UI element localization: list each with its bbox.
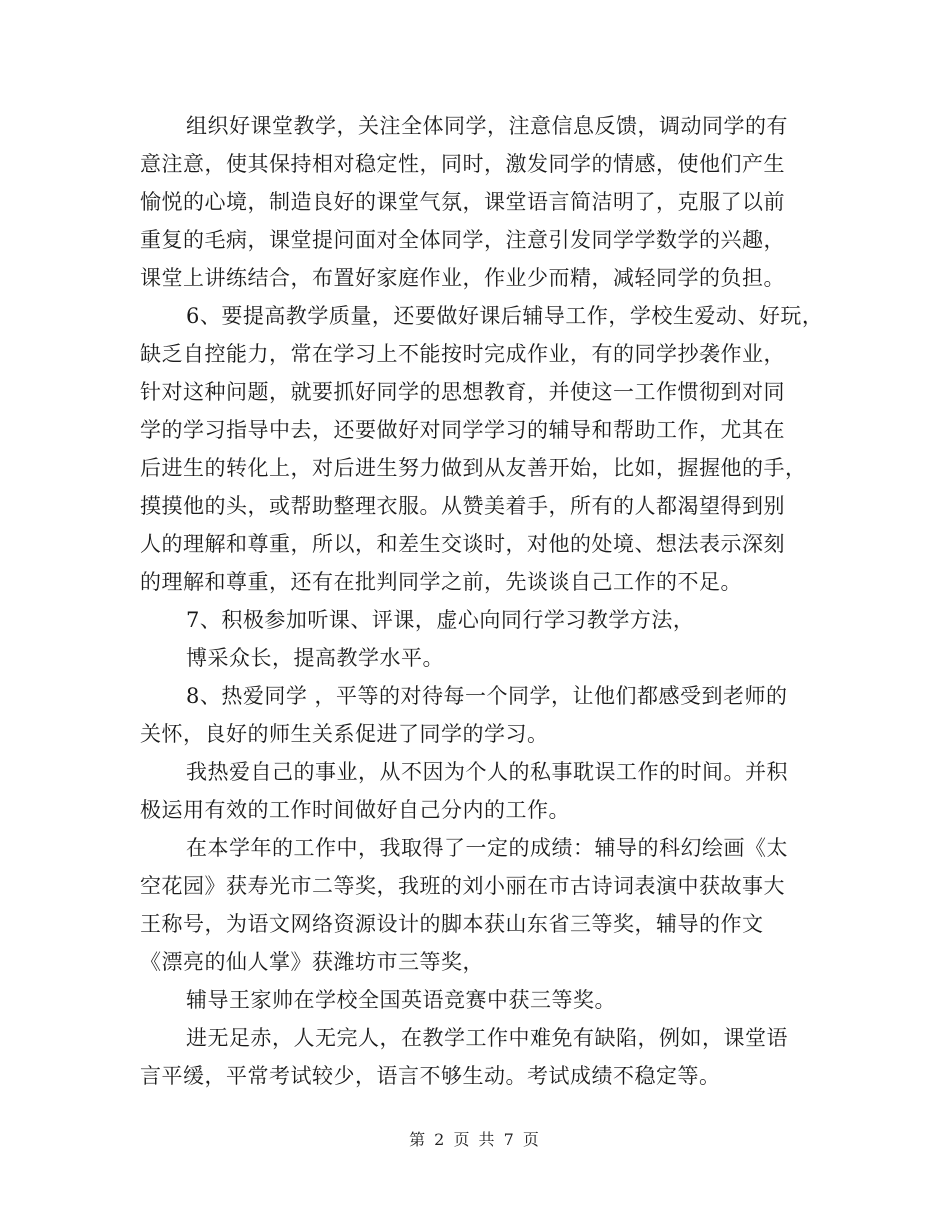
paragraph-item-7 [140,601,840,639]
text-line: 针对这种问题，就要抓好同学的思想教育，并使这一工作惯彻到对同 [140,380,785,404]
text-line: 言平缓，平常考试较少，语言不够生动。考试成绩不稳定等。 [140,1064,721,1088]
text-line: 重复的毛病，课堂提问面对全体同学，注意引发同学学数学的兴趣， [140,228,785,252]
text-line: 摸摸他的头，或帮助整理衣服。从赞美着手，所有的人都渴望得到别 [140,494,785,518]
text-line: 空花园》获寿光市二等奖，我班的刘小丽在市古诗词表演中获故事大 [140,874,785,898]
text-line: 7、积极参加听课、评课，虚心向同行学习教学方法， [186,608,695,632]
paragraph-shortcomings [140,1019,840,1095]
text-line: 博采众长，提高教学水平。 [186,646,444,670]
text-line: 关怀，良好的师生关系促进了同学的学习。 [140,722,549,746]
paragraph-english-award [140,981,840,1019]
text-line: 6、要提高教学质量，还要做好课后辅导工作，学校生爱动、好玩， [186,304,824,328]
text-line: 后进生的转化上，对后进生努力做到从友善开始，比如，握握他的手， [140,456,807,480]
text-line: 我热爱自己的事业，从不因为个人的私事耽误工作的时间。并积 [186,760,788,784]
page-number-footer: 第 2 页 共 7 页 [409,1130,541,1149]
text-line: 学的学习指导中去，还要做好对同学学习的辅导和帮助工作，尤其在 [140,418,785,442]
text-line: 《漂亮的仙人掌》获潍坊市三等奖， [140,950,484,974]
text-line: 王称号，为语文网络资源设计的脚本获山东省三等奖，辅导的作文 [140,912,764,936]
text-line: 课堂上讲练结合，布置好家庭作业，作业少而精，减轻同学的负担。 [140,266,785,290]
paragraph-item-7-continued [140,639,840,677]
document-body [140,107,840,1095]
paragraph-achievements [140,829,840,981]
text-line: 人的理解和尊重，所以，和差生交谈时，对他的处境、想法表示深刻 [140,532,785,556]
text-line: 缺乏自控能力，常在学习上不能按时完成作业，有的同学抄袭作业， [140,342,785,366]
paragraph-item-6 [140,297,840,601]
text-line: 在本学年的工作中，我取得了一定的成绩：辅导的科幻绘画《太 [186,836,788,860]
paragraph-classroom-teaching [140,107,840,297]
text-line: 组织好课堂教学，关注全体同学，注意信息反馈，调动同学的有 [186,114,788,138]
text-line: 辅导王家帅在学校全国英语竞赛中获三等奖。 [186,988,616,1012]
text-line: 8、热爱同学 ，平等的对待每一个同学，让他们都感受到老师的 [186,684,788,708]
paragraph-dedication [140,753,840,829]
text-line: 进无足赤，人无完人，在教学工作中难免有缺陷，例如，课堂语 [186,1026,788,1050]
text-line: 愉悦的心境，制造良好的课堂气氛，课堂语言简洁明了，克服了以前 [140,190,785,214]
text-line: 意注意，使其保持相对稳定性，同时，激发同学的情感，使他们产生 [140,152,785,176]
paragraph-item-8 [140,677,840,753]
text-line: 的理解和尊重，还有在批判同学之前，先谈谈自己工作的不足。 [140,570,742,594]
text-line: 极运用有效的工作时间做好自己分内的工作。 [140,798,570,822]
